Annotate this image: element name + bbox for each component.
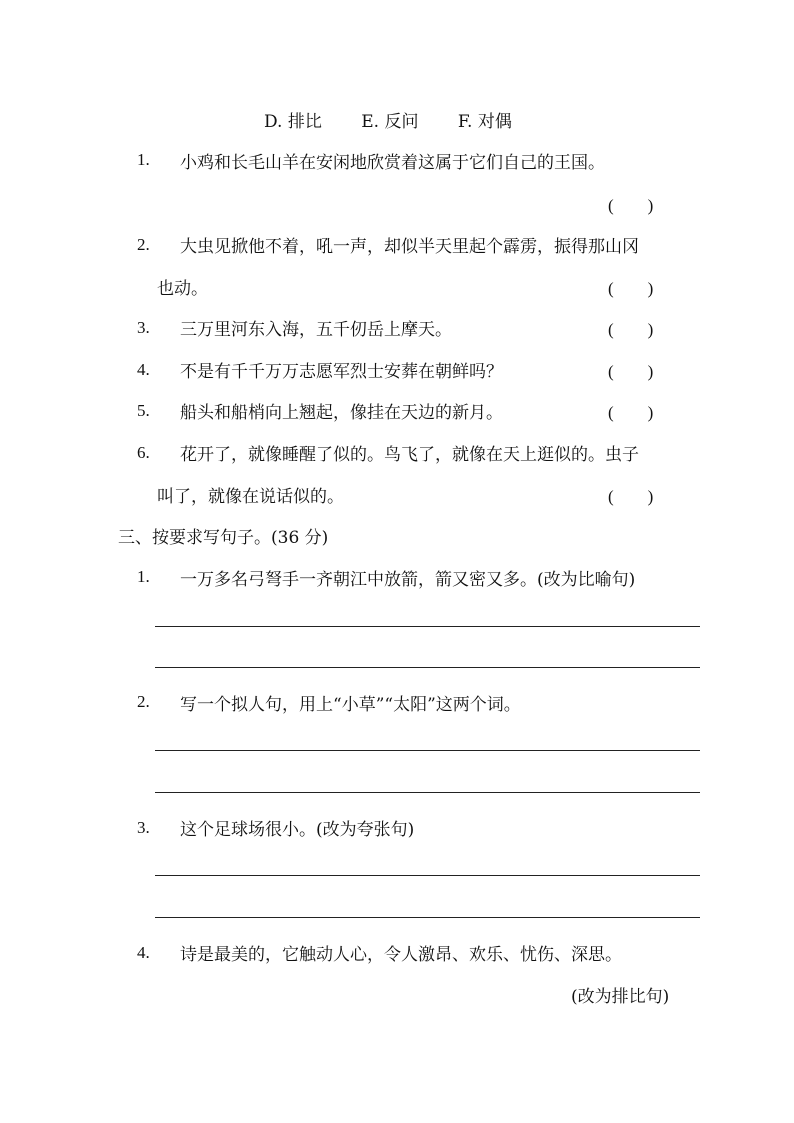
item-text: 大虫见掀他不着，吼一声，却似半天里起个霹雳，振得那山冈 [180,237,639,257]
item-text: 写一个拟人句，用上“小草”“太阳”这两个词。 [180,695,521,715]
answer-blank[interactable]: ( ) [608,320,654,339]
item-number: 1. [137,567,150,586]
item-text-continued: 叫了，就像在说话似的。 [157,487,344,507]
item-text: 船头和船梢向上翘起，像挂在天边的新月。 [180,403,503,423]
section-heading: 三、按要求写句子。(36 分) [118,528,329,548]
answer-line[interactable] [155,626,700,627]
answer-line[interactable] [155,750,700,751]
answer-blank[interactable]: ( ) [608,487,654,506]
item-number: 2. [137,235,150,254]
option-d: D. 排比 [264,112,322,132]
item-instruction: (改为排比句) [571,987,670,1007]
item-text: 不是有千千万万志愿军烈士安葬在朝鲜吗？ [180,362,503,382]
option-e: E. 反问 [361,112,419,132]
item-text: 诗是最美的，它触动人心，令人激昂、欢乐、忧伤、深思。 [180,945,622,965]
item-text: 花开了，就像睡醒了似的。鸟飞了，就像在天上逛似的。虫子 [180,445,639,465]
answer-blank[interactable]: ( ) [608,196,654,215]
answer-line[interactable] [155,875,700,876]
option-f: F. 对偶 [457,112,512,132]
answer-line[interactable] [155,667,700,668]
item-number: 4. [137,943,150,962]
answer-blank[interactable]: ( ) [608,362,654,381]
item-text-continued: 也动。 [157,279,208,299]
answer-blank[interactable]: ( ) [608,403,654,422]
item-number: 4. [137,360,150,379]
item-number: 3. [137,818,150,837]
options-row [264,107,512,132]
item-number: 5. [137,401,150,420]
item-text: 这个足球场很小。(改为夸张句) [180,820,415,840]
answer-blank[interactable]: ( ) [608,279,654,298]
answer-line[interactable] [155,792,700,793]
item-text: 小鸡和长毛山羊在安闲地欣赏着这属于它们自己的王国。 [180,153,605,173]
item-number: 1. [137,150,150,169]
item-number: 2. [137,692,150,711]
answer-line[interactable] [155,917,700,918]
item-number: 3. [137,318,150,337]
item-text: 一万多名弓弩手一齐朝江中放箭，箭又密又多。(改为比喻句) [180,570,636,590]
item-number: 6. [137,443,150,462]
item-text: 三万里河东入海，五千仞岳上摩天。 [180,320,452,340]
